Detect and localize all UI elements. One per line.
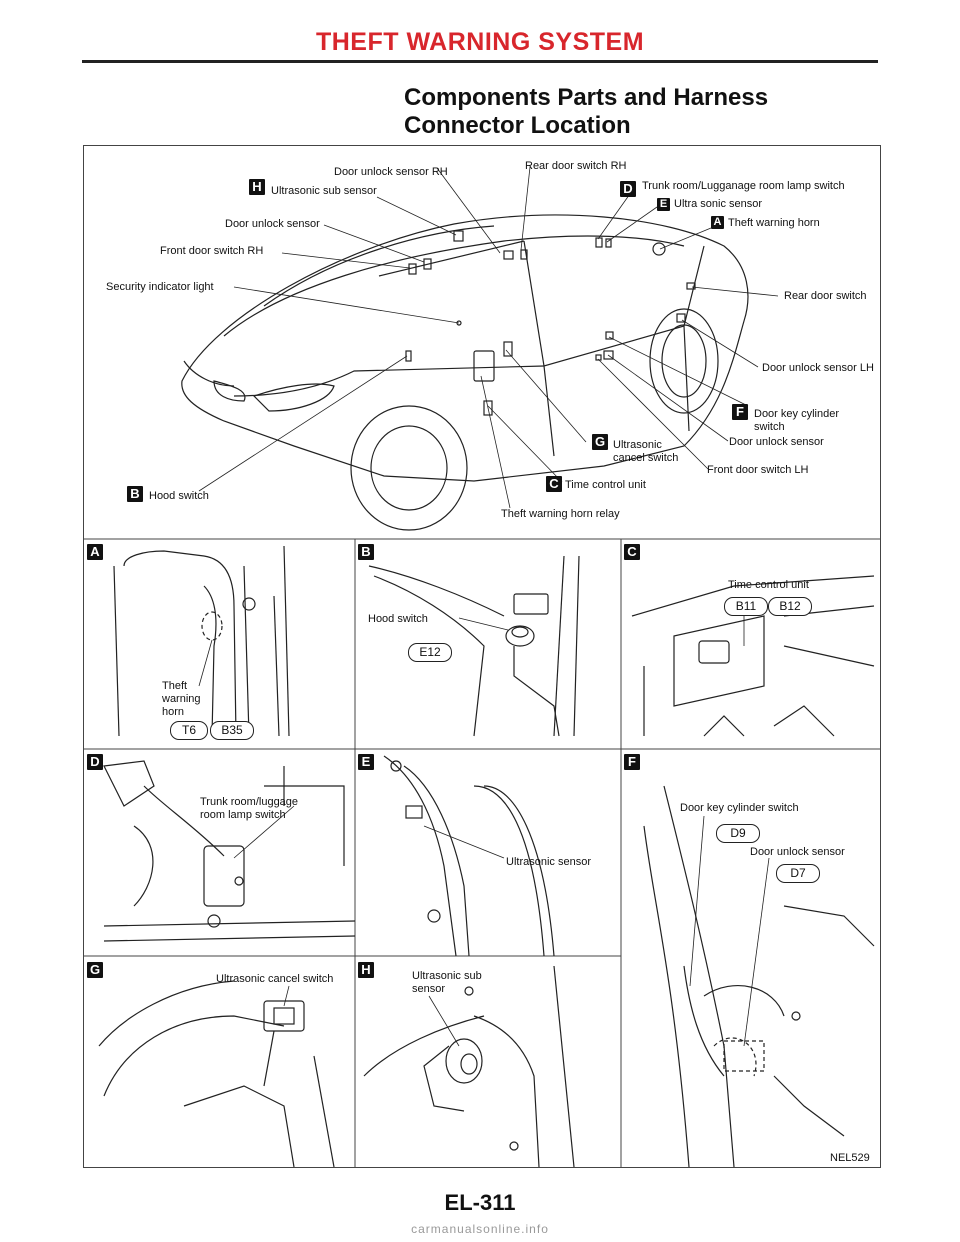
figure-code: NEL529 — [830, 1152, 870, 1164]
panel-d-marker: D — [87, 754, 103, 770]
marker-a: A — [711, 216, 724, 229]
label-door-key-cylinder-switch: Door key cylinder switch — [754, 408, 839, 433]
label-ultrasonic-sub-sensor: Ultrasonic sub sensor — [271, 185, 377, 197]
panel-d-art — [104, 761, 355, 941]
label-front-door-switch-rh: Front door switch RH — [160, 245, 264, 257]
marker-h: H — [249, 179, 265, 195]
label-rear-door-switch-rh: Rear door switch RH — [525, 160, 627, 172]
marker-c: C — [546, 476, 562, 492]
panel-d-label: Trunk room/luggage room lamp switch — [200, 796, 299, 821]
panel-h-art — [364, 966, 574, 1167]
panel-a-connector-b35: B35 — [210, 721, 254, 740]
panel-c-marker: C — [624, 544, 640, 560]
panel-a-marker: A — [87, 544, 103, 560]
panel-g-marker: G — [87, 962, 103, 978]
panel-f-label-key-cylinder: Door key cylinder switch — [680, 802, 799, 814]
marker-f: F — [732, 404, 748, 420]
label-door-unlock-sensor-lh: Door unlock sensor LH — [762, 362, 874, 374]
panel-f-art — [644, 786, 874, 1167]
marker-b: B — [127, 486, 143, 502]
panel-h-marker: H — [358, 962, 374, 978]
panel-b-art — [369, 556, 579, 736]
label-door-unlock-sensor-rh: Door unlock sensor RH — [334, 166, 448, 178]
panel-b-marker: B — [358, 544, 374, 560]
label-ultra-sonic-sensor: Ultra sonic sensor — [674, 198, 763, 210]
marker-d: D — [620, 181, 636, 197]
label-security-indicator-light: Security indicator light — [106, 281, 214, 293]
label-trunk-room-lamp-switch: Trunk room/Lugganage room lamp switch — [642, 180, 845, 192]
label-hood-switch: Hood switch — [149, 490, 209, 502]
panel-a-connector-t6: T6 — [170, 721, 208, 740]
label-door-unlock-sensor-2: Door unlock sensor — [729, 436, 824, 448]
car-outline — [182, 215, 748, 530]
panel-c-connector-b11: B11 — [724, 597, 768, 616]
watermark: carmanualsonline.info — [411, 1222, 549, 1236]
panel-f-connector-d9: D9 — [716, 824, 760, 843]
section-title: Components Parts and Harness Connector Location — [404, 84, 769, 139]
label-time-control-unit: Time control unit — [565, 479, 646, 491]
panel-g-art — [99, 981, 334, 1167]
label-ultrasonic-cancel-switch: Ultrasonic cancel switch — [613, 439, 679, 464]
page-header-title: THEFT WARNING SYSTEM — [315, 28, 645, 56]
label-theft-warning-horn: Theft warning horn — [728, 217, 820, 229]
figure-line-art — [84, 146, 880, 1167]
panel-b-connector-e12: E12 — [408, 643, 452, 662]
marker-e: E — [657, 198, 670, 211]
page-number: EL-311 — [444, 1190, 516, 1215]
label-theft-warning-horn-relay: Theft warning horn relay — [501, 508, 620, 520]
panel-b-label: Hood switch — [368, 613, 428, 625]
label-rear-door-switch: Rear door switch — [784, 290, 867, 302]
panel-f-connector-d7: D7 — [776, 864, 820, 883]
header-rule — [82, 60, 878, 63]
panel-e-label: Ultrasonic sensor — [506, 856, 591, 868]
panel-g-label: Ultrasonic cancel switch — [216, 973, 334, 985]
panel-f-label-door-unlock: Door unlock sensor — [750, 846, 845, 858]
panel-c-label: Time control unit — [728, 579, 809, 591]
panel-a-label: Theft warning horn — [162, 680, 201, 718]
panel-c-connector-b12: B12 — [768, 597, 812, 616]
label-door-unlock-sensor: Door unlock sensor — [225, 218, 320, 230]
panel-e-marker: E — [358, 754, 374, 770]
component-location-figure — [83, 145, 881, 1168]
label-front-door-switch-lh: Front door switch LH — [707, 464, 809, 476]
panel-h-label: Ultrasonic sub sensor — [412, 970, 482, 995]
marker-g: G — [592, 434, 608, 450]
panel-f-marker: F — [624, 754, 640, 770]
